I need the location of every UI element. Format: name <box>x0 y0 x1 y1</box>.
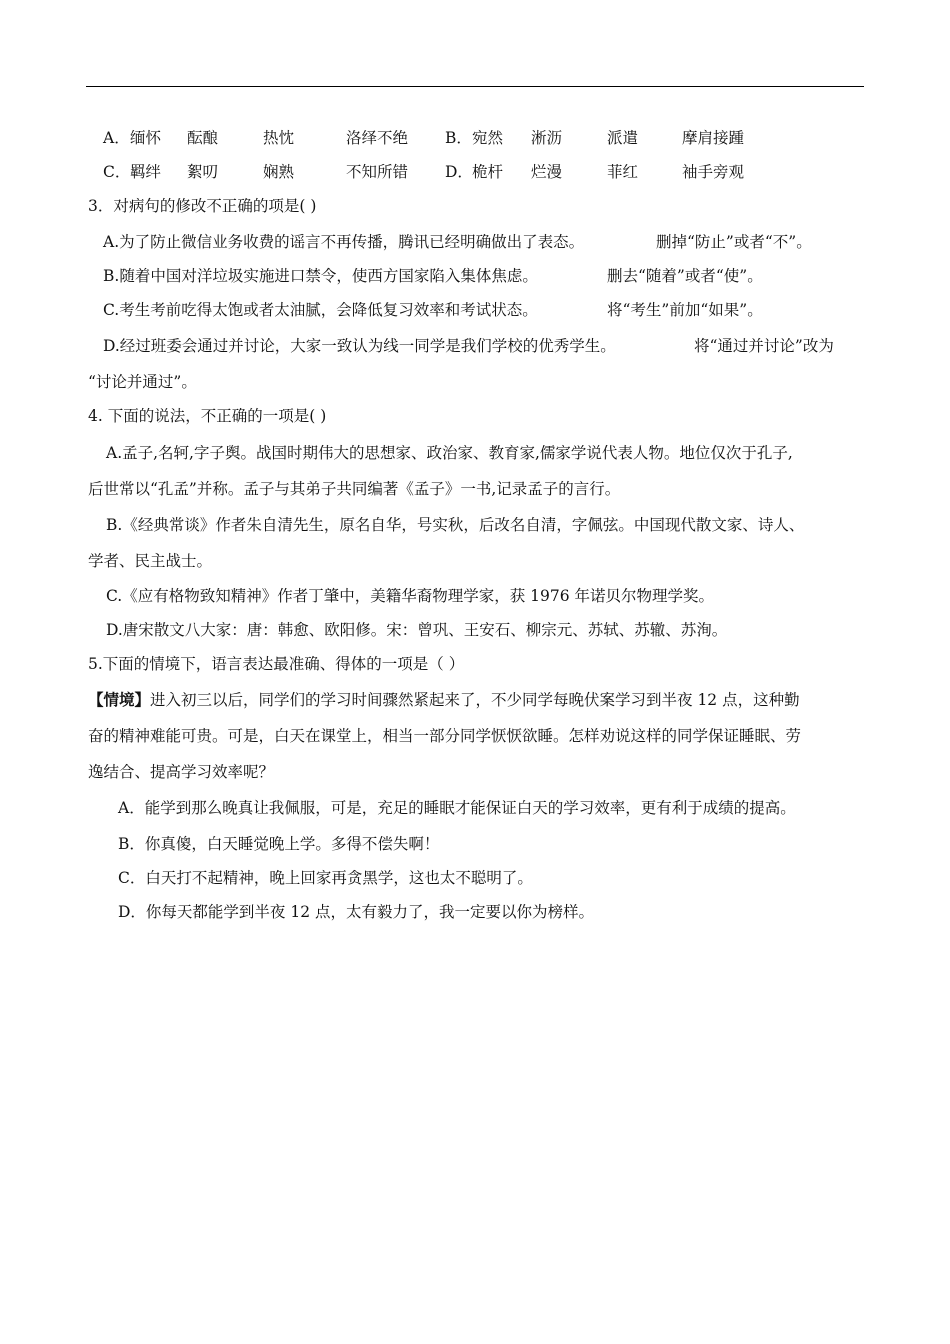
q3-option-c-fix: 将“考生”前加“如果”。 <box>607 301 763 319</box>
q5-stem: 5.下面的情境下，语言表达最准确、得体的一项是（ ） <box>88 655 465 673</box>
q2-option-c-word: 絮叨 <box>187 163 219 181</box>
q5-option-c: C．白天打不起精神，晚上回家再贪黑学，这也太不聪明了。 <box>118 869 533 887</box>
q5-context-label: 【情境】 <box>88 690 151 709</box>
q2-option-b-word: 宛然 <box>472 129 504 147</box>
q2-option-d-word: 烂漫 <box>531 163 563 181</box>
q2-option-d-word: 菲红 <box>607 163 639 181</box>
q5-option-d: D．你每天都能学到半夜 12 点，太有毅力了，我一定要以你为榜样。 <box>118 903 595 921</box>
q2-option-a-label: A． <box>103 129 130 147</box>
q2-option-b-word: 摩肩接踵 <box>682 129 745 147</box>
q2-option-c-word: 羁绊 <box>130 163 162 181</box>
q2-option-b-word: 派遣 <box>607 129 639 147</box>
q5-context-line-1 <box>88 690 800 710</box>
q3-option-b: B.随着中国对洋垃圾实施进口禁令，使西方国家陷入集体焦虑。 <box>103 267 538 285</box>
q2-option-a-word: 洛绎不绝 <box>346 129 409 147</box>
q2-option-a-word: 缅怀 <box>130 129 162 147</box>
q4-option-b-cont: 学者、民主战士。 <box>88 552 213 570</box>
q2-option-d-word: 桅杆 <box>472 163 504 181</box>
q4-option-a-cont: 后世常以“孔孟”并称。孟子与其弟子共同编著《孟子》一书,记录孟子的言行。 <box>88 480 621 498</box>
q3-stem: 3．对病句的修改不正确的项是( ) <box>88 197 317 215</box>
q3-option-b-fix: 删去“随着”或者“使”。 <box>607 267 763 285</box>
q5-option-a: A．能学到那么晚真让我佩服，可是，充足的睡眠才能保证白天的学习效率，更有利于成绩的提高。 <box>118 799 796 817</box>
q5-context-line-2: 奋的精神难能可贵。可是，白天在课堂上，相当一部分同学恹恹欲睡。怎样劝说这样的同学保证睡眠、劳 <box>88 727 802 745</box>
header-rule <box>86 86 864 87</box>
q5-context-text: 进入初三以后，同学们的学习时间骤然紧起来了，不少同学每晚伏案学习到半夜 12 点，这种勤 <box>150 691 800 709</box>
q4-option-a: A.孟子,名轲,字子舆。战国时期伟大的思想家、政治家、教育家,儒家学说代表人物。地位仅次于孔子, <box>106 444 793 462</box>
q2-option-c-label: C． <box>103 163 131 181</box>
q4-option-c: C.《应有格物致知精神》作者丁肇中，美籍华裔物理学家，获 1976 年诺贝尔物理学奖。 <box>106 587 715 605</box>
q4-option-b: B.《经典常谈》作者朱自清先生，原名自华，号实秋，后改名自清，字佩弦。中国现代散文家、诗人、 <box>106 516 805 534</box>
q3-option-d: D.经过班委会通过并讨论，大家一致认为线一同学是我们学校的优秀学生。 <box>103 337 616 355</box>
q2-option-d-label: D． <box>445 163 473 181</box>
q3-option-a: A.为了防止微信业务收费的谣言不再传播，腾讯已经明确做出了表态。 <box>103 233 585 251</box>
q2-option-d-word: 袖手旁观 <box>682 163 745 181</box>
q4-option-d: D.唐宋散文八大家：唐：韩愈、欧阳修。宋：曾巩、王安石、柳宗元、苏轼、苏辙、苏洵。 <box>106 621 728 639</box>
q2-option-b-word: 淅沥 <box>531 129 563 147</box>
q3-option-a-fix: 删掉“防止”或者“不”。 <box>656 233 812 251</box>
q2-option-a-word: 热忱 <box>263 129 295 147</box>
q2-option-b-label: B． <box>445 129 472 147</box>
q5-option-b: B．你真傻，白天睡觉晚上学。多得不偿失啊！ <box>118 835 440 853</box>
q3-option-c: C.考生考前吃得太饱或者太油腻，会降低复习效率和考试状态。 <box>103 301 538 319</box>
q2-option-a-word: 酝酿 <box>187 129 219 147</box>
q2-option-c-word: 娴熟 <box>263 163 295 181</box>
q5-context-line-3: 逸结合、提高学习效率呢？ <box>88 763 275 781</box>
q4-stem: 4. 下面的说法，不正确的一项是( ) <box>88 407 327 425</box>
q3-option-d-fix-cont: “讨论并通过”。 <box>88 373 197 391</box>
q3-option-d-fix: 将“通过并讨论”改为 <box>694 337 834 355</box>
q2-option-c-word: 不知所错 <box>346 163 409 181</box>
